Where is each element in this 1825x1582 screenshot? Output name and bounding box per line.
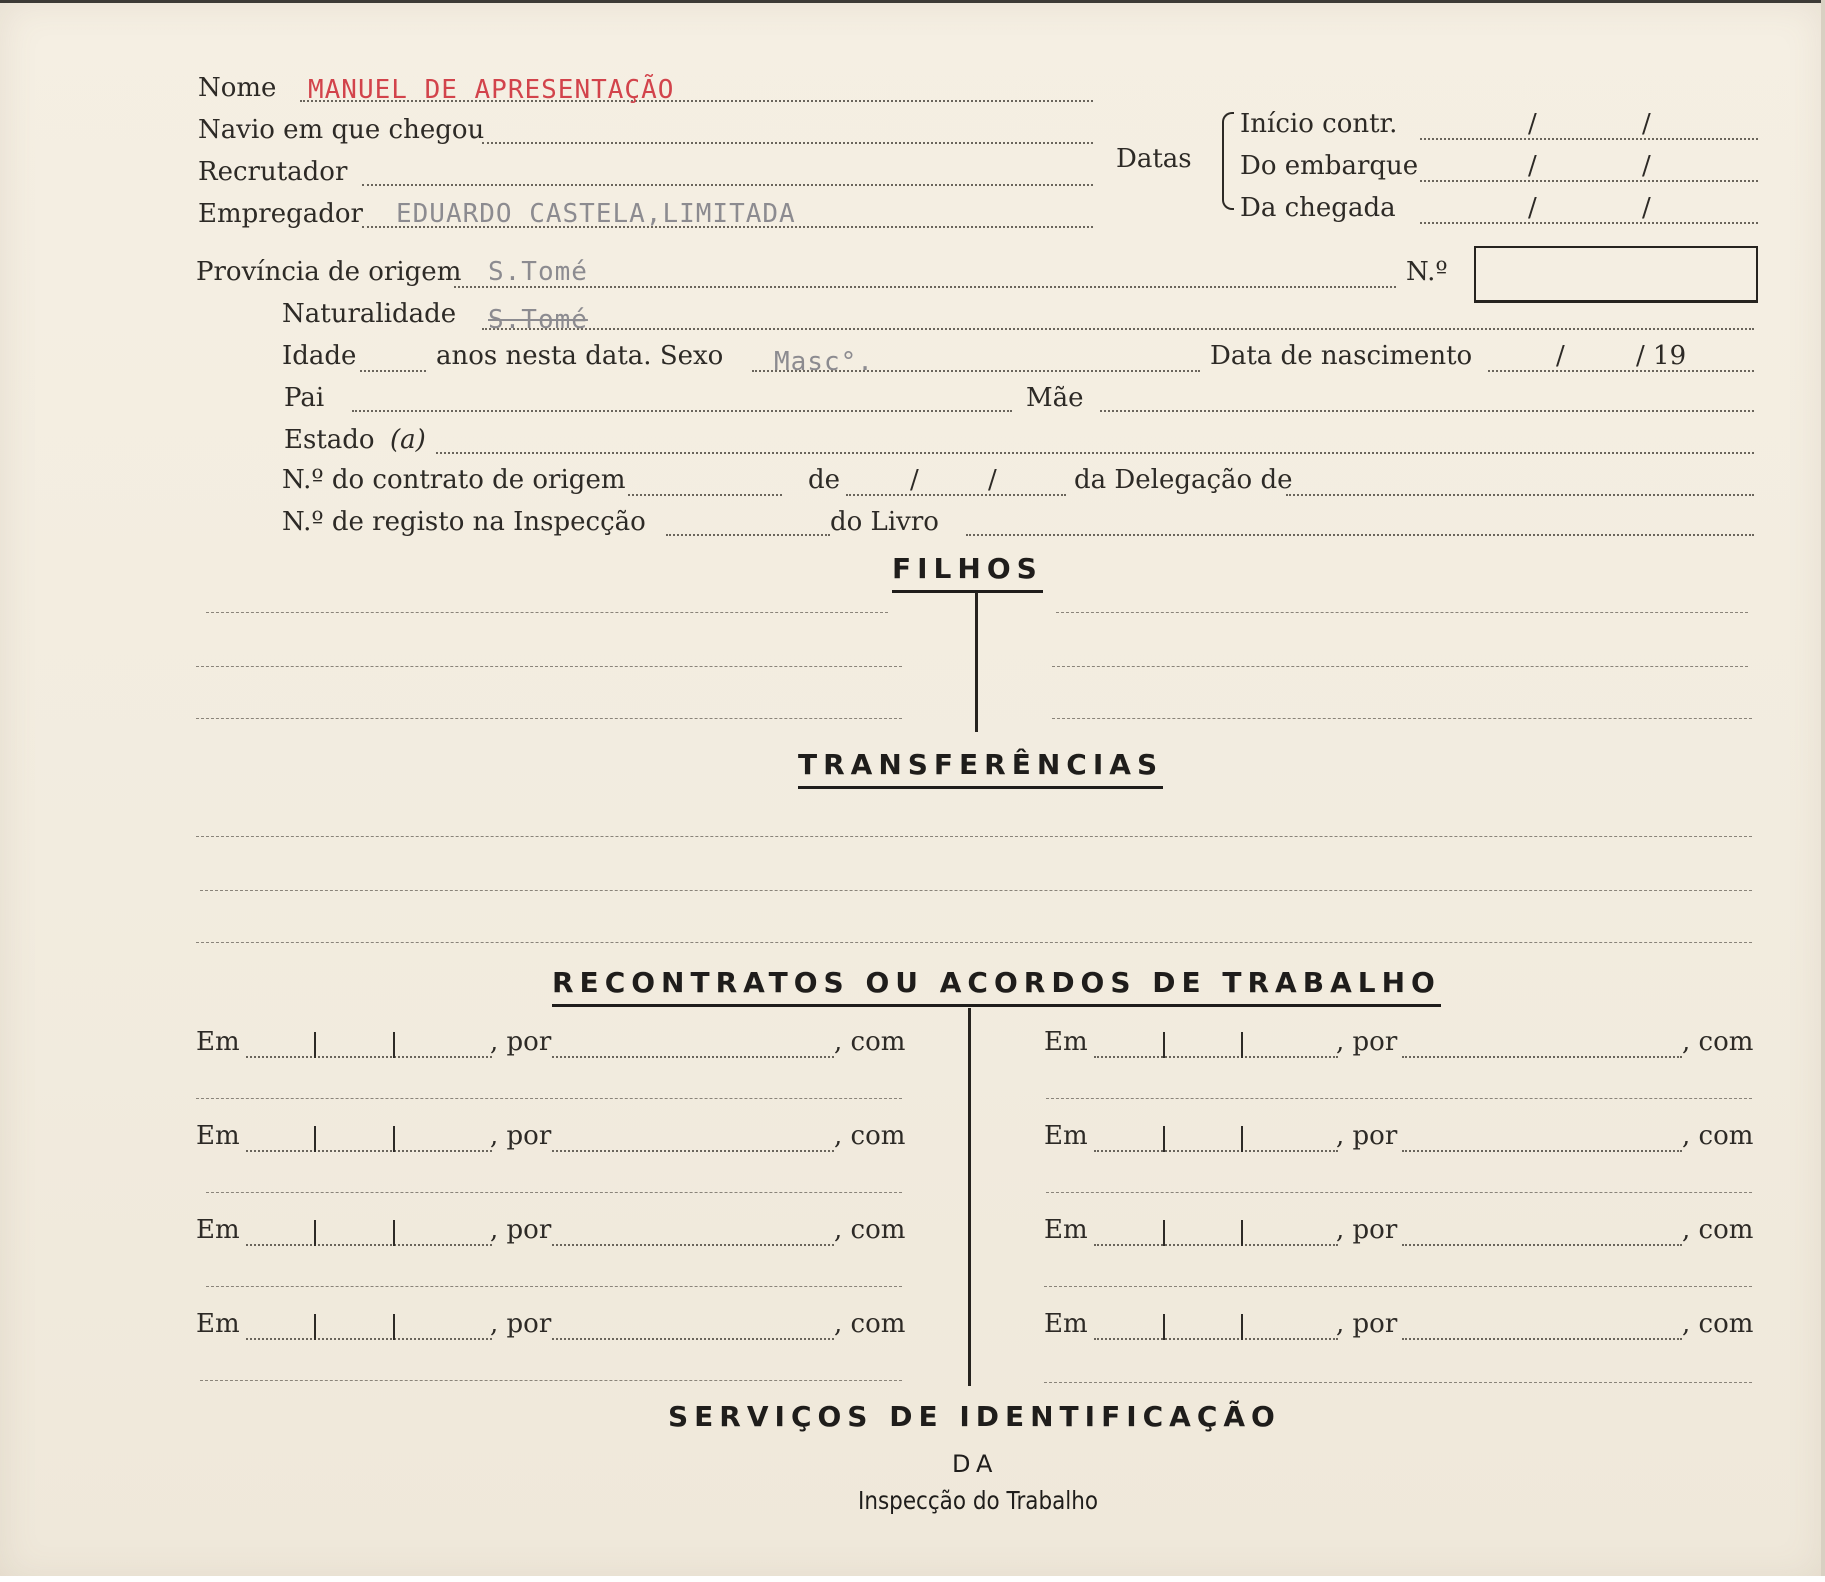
date-separator xyxy=(1241,1032,1243,1058)
filhos-divider xyxy=(975,592,978,732)
footer-da: DA xyxy=(952,1450,999,1478)
com-line xyxy=(200,1380,902,1381)
por-line xyxy=(552,1056,834,1058)
contrato-de-label: de xyxy=(808,465,841,495)
nascimento-slash: / xyxy=(1556,341,1565,371)
date-separator xyxy=(393,1220,395,1246)
por-label: , por xyxy=(1336,1027,1398,1057)
estado-note: (a) xyxy=(390,425,426,455)
naturalidade-line xyxy=(482,328,1754,330)
estado-line xyxy=(436,452,1754,454)
por-line xyxy=(552,1338,834,1340)
delegacao-label: da Delegação de xyxy=(1074,465,1293,495)
footer-title: SERVIÇOS DE IDENTIFICAÇÃO xyxy=(668,1400,1281,1433)
em-label: Em xyxy=(1044,1027,1088,1057)
por-label: , por xyxy=(490,1215,552,1245)
filhos-line-right-2 xyxy=(1052,666,1748,667)
filhos-line-left-2 xyxy=(196,666,902,667)
transfer-line-2 xyxy=(200,890,1752,891)
datas-label: Datas xyxy=(1116,144,1192,174)
inicio-label: Início contr. xyxy=(1240,109,1398,139)
filhos-line-right-3 xyxy=(1052,718,1752,719)
contrato-date-line xyxy=(846,494,1066,496)
date-separator xyxy=(393,1032,395,1058)
mae-line xyxy=(1100,410,1754,412)
com-label: , com xyxy=(1682,1027,1754,1057)
em-date-line xyxy=(246,1244,492,1246)
datas-bracket xyxy=(1222,112,1234,210)
pai-label: Pai xyxy=(284,383,325,413)
por-label: , por xyxy=(1336,1121,1398,1151)
contrato-slash-2: / xyxy=(988,465,997,495)
delegacao-line xyxy=(1286,494,1754,496)
nome-label: Nome xyxy=(198,73,277,103)
numero-box[interactable] xyxy=(1474,246,1758,303)
filhos-line-left-1 xyxy=(206,612,888,613)
transfer-line-3 xyxy=(196,942,1752,943)
date-separator xyxy=(1163,1314,1165,1340)
date-separator xyxy=(314,1126,316,1152)
em-label: Em xyxy=(196,1121,240,1151)
em-date-line xyxy=(1094,1056,1338,1058)
registo-line xyxy=(666,534,830,536)
empregador-value: EDUARDO CASTELA,LIMITADA xyxy=(396,199,796,229)
em-label: Em xyxy=(1044,1215,1088,1245)
por-line xyxy=(1402,1338,1682,1340)
embarque-line xyxy=(1420,180,1758,182)
por-label: , por xyxy=(490,1027,552,1057)
provincia-label: Província de origem xyxy=(196,257,462,287)
com-label: , com xyxy=(834,1121,906,1151)
chegada-slash-1: / xyxy=(1528,193,1537,223)
por-label: , por xyxy=(490,1309,552,1339)
com-line xyxy=(1046,1192,1752,1193)
em-label: Em xyxy=(196,1309,240,1339)
transfer-line-1 xyxy=(196,836,1752,837)
provincia-line xyxy=(454,286,1396,288)
com-label: , com xyxy=(834,1027,906,1057)
por-line xyxy=(1402,1244,1682,1246)
date-separator xyxy=(1163,1220,1165,1246)
contrato-line xyxy=(628,494,782,496)
anos-label: anos nesta data. Sexo xyxy=(436,341,724,371)
filhos-line-right-1 xyxy=(1056,612,1748,613)
em-date-line xyxy=(1094,1150,1338,1152)
inicio-slash-1: / xyxy=(1528,109,1537,139)
registo-label: N.º de registo na Inspecção xyxy=(282,507,646,537)
nascimento-label: Data de nascimento xyxy=(1210,341,1473,371)
pai-line xyxy=(352,410,1012,412)
contrato-slash-1: / xyxy=(910,465,919,495)
top-edge xyxy=(0,0,1825,3)
nascimento-line xyxy=(1488,370,1754,372)
recontratos-divider xyxy=(968,1008,971,1386)
por-line xyxy=(552,1150,834,1152)
date-separator xyxy=(1241,1314,1243,1340)
com-line xyxy=(206,1286,902,1287)
em-label: Em xyxy=(1044,1309,1088,1339)
com-label: , com xyxy=(1682,1121,1754,1151)
recrutador-line xyxy=(362,184,1093,186)
inicio-slash-2: / xyxy=(1642,109,1651,139)
navio-line xyxy=(482,142,1093,144)
chegada-line xyxy=(1420,222,1758,224)
provincia-value: S.Tomé xyxy=(488,257,588,287)
right-edge xyxy=(1821,0,1825,1582)
recontratos-heading: RECONTRATOS OU ACORDOS DE TRABALHO xyxy=(552,966,1441,1007)
idade-line xyxy=(360,370,426,372)
com-line xyxy=(206,1192,902,1193)
em-date-line xyxy=(1094,1338,1338,1340)
por-label: , por xyxy=(1336,1309,1398,1339)
com-line xyxy=(1044,1286,1752,1287)
date-separator xyxy=(393,1314,395,1340)
embarque-label: Do embarque xyxy=(1240,151,1419,181)
date-separator xyxy=(1163,1126,1165,1152)
contrato-label: N.º do contrato de origem xyxy=(282,465,626,495)
footer-inspeccao: Inspecção do Trabalho xyxy=(858,1486,1099,1515)
date-separator xyxy=(314,1220,316,1246)
com-line xyxy=(196,1098,902,1099)
em-label: Em xyxy=(196,1215,240,1245)
por-label: , por xyxy=(1336,1215,1398,1245)
naturalidade-value: S.Tomé xyxy=(488,305,588,335)
recrutador-label: Recrutador xyxy=(198,157,348,187)
bottom-edge xyxy=(0,1576,1825,1582)
com-line xyxy=(1044,1382,1752,1383)
com-label: , com xyxy=(834,1215,906,1245)
filhos-heading: FILHOS xyxy=(892,552,1043,593)
chegada-slash-2: / xyxy=(1642,193,1651,223)
navio-label: Navio em que chegou xyxy=(198,115,485,145)
embarque-slash-2: / xyxy=(1642,151,1651,181)
com-line xyxy=(1046,1098,1752,1099)
em-date-line xyxy=(1094,1244,1338,1246)
nome-value: MANUEL DE APRESENTAÇÃO xyxy=(308,75,675,105)
transferencias-heading: TRANSFERÊNCIAS xyxy=(798,748,1163,789)
livro-line xyxy=(966,534,1754,536)
com-label: , com xyxy=(1682,1309,1754,1339)
em-label: Em xyxy=(1044,1121,1088,1151)
embarque-slash-1: / xyxy=(1528,151,1537,181)
por-label: , por xyxy=(490,1121,552,1151)
naturalidade-label: Naturalidade xyxy=(282,299,457,329)
mae-label: Mãe xyxy=(1026,383,1084,413)
filhos-line-left-3 xyxy=(196,718,902,719)
inicio-line xyxy=(1420,138,1758,140)
date-separator xyxy=(393,1126,395,1152)
idade-label: Idade xyxy=(282,341,357,371)
date-separator xyxy=(314,1032,316,1058)
nascimento-year: / 19 xyxy=(1636,341,1687,371)
date-separator xyxy=(1163,1032,1165,1058)
date-separator xyxy=(1241,1126,1243,1152)
em-date-line xyxy=(246,1150,492,1152)
por-line xyxy=(1402,1056,1682,1058)
numero-label: N.º xyxy=(1406,257,1448,287)
estado-label: Estado xyxy=(284,425,375,455)
date-separator xyxy=(1241,1220,1243,1246)
livro-label: do Livro xyxy=(830,507,939,537)
em-date-line xyxy=(246,1338,492,1340)
em-label: Em xyxy=(196,1027,240,1057)
por-line xyxy=(1402,1150,1682,1152)
em-date-line xyxy=(246,1056,492,1058)
chegada-label: Da chegada xyxy=(1240,193,1396,223)
por-line xyxy=(552,1244,834,1246)
com-label: , com xyxy=(1682,1215,1754,1245)
sexo-value: Masc°. xyxy=(774,347,874,377)
date-separator xyxy=(314,1314,316,1340)
empregador-label: Empregador xyxy=(198,199,363,229)
com-label: , com xyxy=(834,1309,906,1339)
